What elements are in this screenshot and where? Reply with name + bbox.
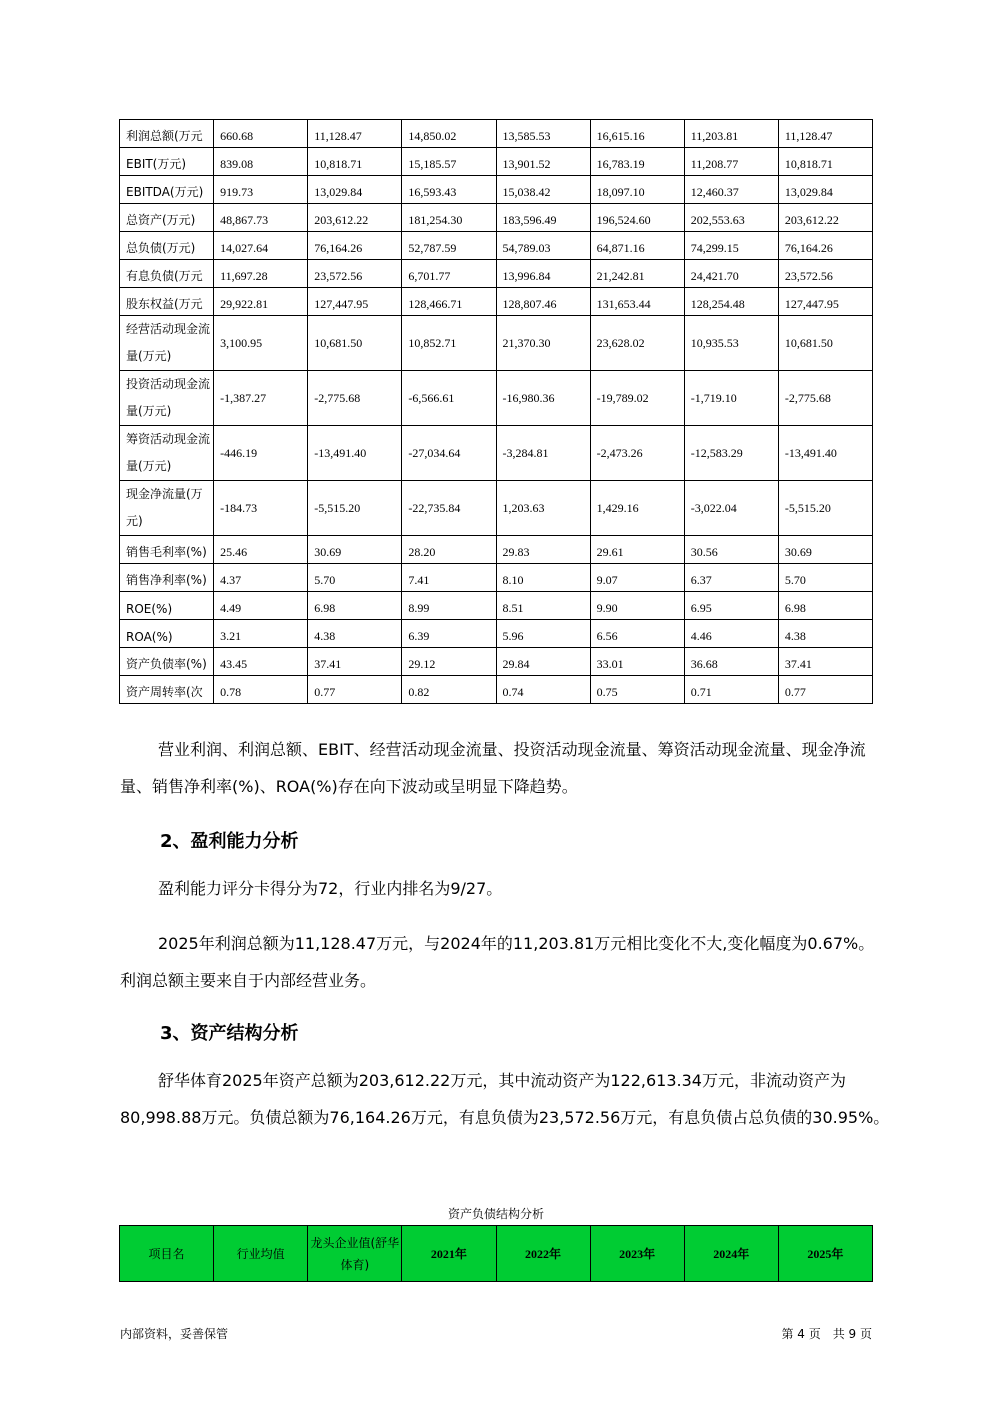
table-cell: 8.10 [496, 564, 590, 592]
row-label: 资产负债率(%) [120, 648, 214, 676]
table-cell: 37.41 [308, 648, 402, 676]
table-row [120, 371, 873, 426]
row-label: EBIT(万元) [120, 148, 214, 176]
table-cell: 23,572.56 [308, 260, 402, 288]
table-row [120, 120, 873, 148]
table-cell: 131,653.44 [590, 288, 684, 316]
table-cell: 11,697.28 [214, 260, 308, 288]
table-cell: 128,466.71 [402, 288, 496, 316]
table-cell: 15,185.57 [402, 148, 496, 176]
table-row [120, 204, 873, 232]
row-label: EBITDA(万元) [120, 176, 214, 204]
table-cell: -19,789.02 [590, 371, 684, 426]
table-cell: 128,807.46 [496, 288, 590, 316]
table-cell: 16,783.19 [590, 148, 684, 176]
table-cell: -2,775.68 [778, 371, 872, 426]
table-row [120, 316, 873, 371]
table-cell: -184.73 [214, 481, 308, 536]
table-cell: 10,818.71 [778, 148, 872, 176]
table-caption: 资产负债结构分析 [447, 1207, 544, 1221]
table-cell: 13,029.84 [778, 176, 872, 204]
table-cell: 0.77 [778, 676, 872, 704]
table-cell: 839.08 [214, 148, 308, 176]
footer-confidential-note: 内部资料，妥善保管 [120, 1327, 229, 1341]
table-cell: 6.98 [778, 592, 872, 620]
table-cell: 12,460.37 [684, 176, 778, 204]
profit-total-paragraph: 2025年利润总额为11,128.47万元，与2024年的11,203.81万元相比变化不大,变化幅度为0.67%。利润总额主要来自于内部经营业务。 [120, 934, 875, 990]
table-cell: 128,254.48 [684, 288, 778, 316]
table-row [120, 260, 873, 288]
table-row [120, 620, 873, 648]
section-2-heading: 2、盈利能力分析 [160, 831, 299, 852]
table-cell: 3,100.95 [214, 316, 308, 371]
table-cell: 13,996.84 [496, 260, 590, 288]
table-cell: 10,852.71 [402, 316, 496, 371]
table-cell: -5,515.20 [778, 481, 872, 536]
header-2021: 2021年 [402, 1226, 496, 1282]
table-cell: 48,867.73 [214, 204, 308, 232]
row-label: 有息负债(万元 [120, 260, 214, 288]
table-cell: -13,491.40 [308, 426, 402, 481]
table-row [120, 676, 873, 704]
table-header-row [120, 1226, 873, 1282]
table-cell: 14,027.64 [214, 232, 308, 260]
table-cell: -6,566.61 [402, 371, 496, 426]
table-cell: -2,473.26 [590, 426, 684, 481]
row-label: 经营活动现金流量(万元) [120, 316, 214, 371]
table-cell: 0.77 [308, 676, 402, 704]
table-cell: -12,583.29 [684, 426, 778, 481]
table-cell: 30.69 [308, 536, 402, 564]
table-cell: 29.83 [496, 536, 590, 564]
header-leader-value: 龙头企业值(舒华体育) [308, 1226, 402, 1282]
table-cell: -13,491.40 [778, 426, 872, 481]
table-cell: 54,789.03 [496, 232, 590, 260]
table-cell: 4.37 [214, 564, 308, 592]
row-label: ROA(%) [120, 620, 214, 648]
table-row [120, 426, 873, 481]
table-cell: 10,935.53 [684, 316, 778, 371]
table-cell: 16,593.43 [402, 176, 496, 204]
table-cell: -16,980.36 [496, 371, 590, 426]
table-row [120, 536, 873, 564]
table-cell: 127,447.95 [778, 288, 872, 316]
table-cell: 13,901.52 [496, 148, 590, 176]
table-cell: 6.37 [684, 564, 778, 592]
table-cell: 23,572.56 [778, 260, 872, 288]
table-cell: 74,299.15 [684, 232, 778, 260]
table-cell: 23,628.02 [590, 316, 684, 371]
header-2025: 2025年 [778, 1226, 872, 1282]
table-cell: -22,735.84 [402, 481, 496, 536]
row-label: ROE(%) [120, 592, 214, 620]
table-cell: 1,429.16 [590, 481, 684, 536]
row-label: 总负债(万元) [120, 232, 214, 260]
table-cell: 9.07 [590, 564, 684, 592]
table-cell: 24,421.70 [684, 260, 778, 288]
table-cell: 6.95 [684, 592, 778, 620]
table-cell: 127,447.95 [308, 288, 402, 316]
table-cell: 29.12 [402, 648, 496, 676]
table-row [120, 564, 873, 592]
table-cell: 10,681.50 [778, 316, 872, 371]
table-cell: 21,242.81 [590, 260, 684, 288]
table-cell: 4.38 [308, 620, 402, 648]
table-cell: 7.41 [402, 564, 496, 592]
table-cell: 1,203.63 [496, 481, 590, 536]
table-cell: 202,553.63 [684, 204, 778, 232]
table-cell: 43.45 [214, 648, 308, 676]
table-cell: 11,128.47 [308, 120, 402, 148]
row-label: 利润总额(万元 [120, 120, 214, 148]
row-label: 筹资活动现金流量(万元) [120, 426, 214, 481]
table-cell: 6.56 [590, 620, 684, 648]
table-cell: -1,387.27 [214, 371, 308, 426]
table-row [120, 176, 873, 204]
trend-paragraph: 营业利润、利润总额、EBIT、经营活动现金流量、投资活动现金流量、筹资活动现金流量、现金净流量、销售净利率(%)、ROA(%)存在向下波动或呈明显下降趋势。 [120, 740, 866, 796]
table-cell: 0.75 [590, 676, 684, 704]
table-row [120, 592, 873, 620]
table-cell: 21,370.30 [496, 316, 590, 371]
table-cell: -5,515.20 [308, 481, 402, 536]
table-cell: 76,164.26 [778, 232, 872, 260]
table-cell: 196,524.60 [590, 204, 684, 232]
header-item-name: 项目名 [120, 1226, 214, 1282]
header-2022: 2022年 [496, 1226, 590, 1282]
row-label: 资产周转率(次 [120, 676, 214, 704]
table-cell: 4.49 [214, 592, 308, 620]
table-cell: 3.21 [214, 620, 308, 648]
table-cell: 0.71 [684, 676, 778, 704]
table-row [120, 288, 873, 316]
table-cell: 4.38 [778, 620, 872, 648]
footer-page-number: 第 4 页 共 9 页 [781, 1327, 872, 1341]
row-label: 现金净流量(万元) [120, 481, 214, 536]
row-label: 总资产(万元) [120, 204, 214, 232]
row-label: 销售毛利率(%) [120, 536, 214, 564]
table-cell: 30.56 [684, 536, 778, 564]
table-cell: -3,022.04 [684, 481, 778, 536]
table-cell: 11,203.81 [684, 120, 778, 148]
table-cell: 203,612.22 [308, 204, 402, 232]
table-cell: 5.70 [308, 564, 402, 592]
table-cell: 6,701.77 [402, 260, 496, 288]
table-cell: 5.96 [496, 620, 590, 648]
header-industry-average: 行业均值 [214, 1226, 308, 1282]
table-row [120, 481, 873, 536]
table-cell: -27,034.64 [402, 426, 496, 481]
table-cell: 29,922.81 [214, 288, 308, 316]
financial-indicators-table [119, 119, 873, 704]
asset-structure-paragraph: 舒华体育2025年资产总额为203,612.22万元，其中流动资产为122,613.34万元，非流动资产为80,998.88万元。负债总额为76,164.26万元，有息负债为23,572.56万元，有息负债占总负债的30.95%。 [120, 1071, 890, 1127]
table-cell: 16,615.16 [590, 120, 684, 148]
table-cell: 0.74 [496, 676, 590, 704]
table-cell: 919.73 [214, 176, 308, 204]
table-row [120, 648, 873, 676]
table-cell: -3,284.81 [496, 426, 590, 481]
section-3-heading: 3、资产结构分析 [160, 1023, 299, 1044]
row-label: 销售净利率(%) [120, 564, 214, 592]
table-cell: 18,097.10 [590, 176, 684, 204]
profitability-score-paragraph: 盈利能力评分卡得分为72，行业内排名为9/27。 [158, 879, 503, 898]
table-cell: 52,787.59 [402, 232, 496, 260]
table-cell: 8.99 [402, 592, 496, 620]
table-cell: -1,719.10 [684, 371, 778, 426]
table-cell: 37.41 [778, 648, 872, 676]
table-cell: 36.68 [684, 648, 778, 676]
table-cell: 660.68 [214, 120, 308, 148]
table-cell: 181,254.30 [402, 204, 496, 232]
table-cell: 13,029.84 [308, 176, 402, 204]
table-cell: 11,128.47 [778, 120, 872, 148]
table-cell: 13,585.53 [496, 120, 590, 148]
header-2024: 2024年 [684, 1226, 778, 1282]
table-cell: 6.98 [308, 592, 402, 620]
table-row [120, 148, 873, 176]
table-cell: 29.84 [496, 648, 590, 676]
table-cell: 0.78 [214, 676, 308, 704]
table-cell: 64,871.16 [590, 232, 684, 260]
table-cell: 10,818.71 [308, 148, 402, 176]
table-cell: 5.70 [778, 564, 872, 592]
table-cell: 6.39 [402, 620, 496, 648]
table-cell: 33.01 [590, 648, 684, 676]
table-cell: 203,612.22 [778, 204, 872, 232]
table-cell: 4.46 [684, 620, 778, 648]
asset-liability-structure-table [119, 1225, 873, 1282]
table-cell: 8.51 [496, 592, 590, 620]
table-row [120, 232, 873, 260]
table-cell: -446.19 [214, 426, 308, 481]
row-label: 股东权益(万元 [120, 288, 214, 316]
table-cell: 25.46 [214, 536, 308, 564]
table-cell: 0.82 [402, 676, 496, 704]
row-label: 投资活动现金流量(万元) [120, 371, 214, 426]
table-cell: 183,596.49 [496, 204, 590, 232]
header-2023: 2023年 [590, 1226, 684, 1282]
table-cell: 28.20 [402, 536, 496, 564]
table-cell: 10,681.50 [308, 316, 402, 371]
table-cell: 30.69 [778, 536, 872, 564]
table-cell: 15,038.42 [496, 176, 590, 204]
table-cell: 9.90 [590, 592, 684, 620]
table-cell: 11,208.77 [684, 148, 778, 176]
table-cell: 76,164.26 [308, 232, 402, 260]
table-cell: -2,775.68 [308, 371, 402, 426]
table-cell: 14,850.02 [402, 120, 496, 148]
table-cell: 29.61 [590, 536, 684, 564]
